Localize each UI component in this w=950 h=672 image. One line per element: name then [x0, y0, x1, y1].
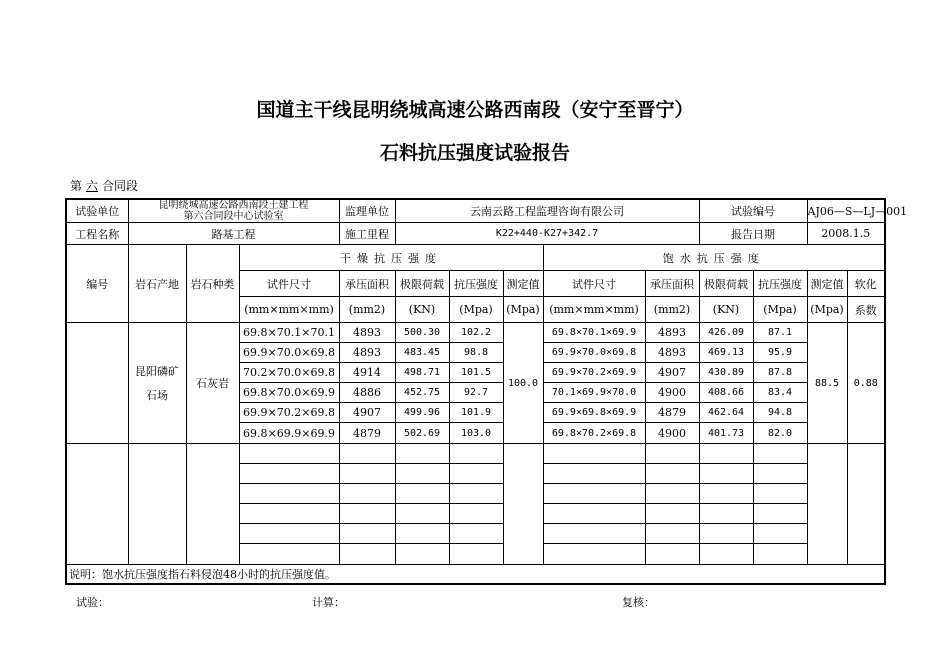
sat-measured-cell: 88.5 [807, 323, 847, 444]
empty-cell [807, 444, 847, 565]
empty-cell [239, 444, 339, 464]
sat-load-cell: 469.13 [699, 343, 753, 363]
dry-load-cell: 498.71 [395, 363, 449, 383]
empty-cell [503, 444, 543, 565]
empty-cell [239, 544, 339, 565]
empty-cell [753, 444, 807, 464]
empty-row [66, 444, 885, 464]
empty-cell [449, 464, 503, 484]
dry-strength-cell: 92.7 [449, 383, 503, 403]
empty-cell [753, 464, 807, 484]
empty-cell [186, 444, 239, 565]
sat-strength-cell: 95.9 [753, 343, 807, 363]
report-subtitle: 石料抗压强度试验报告 [379, 142, 570, 164]
empty-cell [339, 504, 395, 524]
dry-size-cell: 69.9×70.2×69.8 [239, 403, 339, 423]
empty-cell [645, 544, 699, 565]
empty-cell [645, 504, 699, 524]
note-text: 说明：饱水抗压强度指石料侵泡48小时的抗压强度值。 [66, 565, 885, 584]
sat-area-cell: 4893 [645, 343, 699, 363]
sat-measured-header: 测定值 [807, 271, 847, 297]
sat-area-cell: 4893 [645, 323, 699, 343]
group-header-row [66, 245, 885, 271]
project-value: 路基工程 [128, 223, 339, 245]
dry-size-cell: 70.2×70.0×69.8 [239, 363, 339, 383]
empty-cell [239, 464, 339, 484]
empty-cell [699, 484, 753, 504]
sat-size-header: 试件尺寸 [543, 271, 645, 297]
dry-load-cell: 483.45 [395, 343, 449, 363]
info-row-2 [66, 223, 885, 245]
dry-load-cell: 452.75 [395, 383, 449, 403]
unit-label: 试验单位 [66, 199, 128, 223]
tester-label: 试验： [76, 596, 109, 609]
origin-header: 岩石产地 [128, 245, 186, 323]
sat-strength-unit: (Mpa) [753, 297, 807, 323]
report-date-value: 2008.1.5 [807, 223, 885, 245]
empty-cell [449, 504, 503, 524]
dry-area-header: 承压面积 [339, 271, 395, 297]
empty-cell [239, 484, 339, 504]
dry-measured-cell: 100.0 [503, 323, 543, 444]
dry-size-cell: 69.8×70.1×70.1 [239, 323, 339, 343]
empty-cell [753, 524, 807, 544]
empty-cell [645, 444, 699, 464]
sat-area-cell: 4900 [645, 423, 699, 444]
test-no-value: AJ06—S—LJ—001 [807, 199, 885, 223]
contract-section [70, 177, 138, 194]
sat-strength-cell: 87.1 [753, 323, 807, 343]
dry-load-unit: (KN) [395, 297, 449, 323]
sat-area-unit: (mm2) [645, 297, 699, 323]
sat-load-cell: 408.66 [699, 383, 753, 403]
sat-size-cell: 69.9×70.0×69.8 [543, 343, 645, 363]
empty-cell [66, 444, 128, 565]
dry-measured-unit: (Mpa) [503, 297, 543, 323]
empty-cell [753, 544, 807, 565]
sat-area-header: 承压面积 [645, 271, 699, 297]
sat-strength-header: 抗压强度 [753, 271, 807, 297]
dry-area-cell: 4886 [339, 383, 395, 403]
empty-cell [699, 444, 753, 464]
dry-strength-cell: 102.2 [449, 323, 503, 343]
info-row-1 [66, 199, 885, 223]
sat-strength-cell: 82.0 [753, 423, 807, 444]
empty-cell [543, 504, 645, 524]
empty-cell [645, 484, 699, 504]
empty-cell [339, 544, 395, 565]
sat-size-unit: (mm×mm×mm) [543, 297, 645, 323]
origin-line-1: 昆阳磷矿 [135, 365, 179, 378]
dry-strength-cell: 101.9 [449, 403, 503, 423]
empty-cell [543, 484, 645, 504]
dry-area-cell: 4893 [339, 343, 395, 363]
empty-cell [543, 444, 645, 464]
empty-cell [339, 524, 395, 544]
sat-size-cell: 69.8×70.1×69.9 [543, 323, 645, 343]
table-row [66, 323, 885, 343]
dry-area-cell: 4879 [339, 423, 395, 444]
mileage-label: 施工里程 [339, 223, 395, 245]
softening-header-2: 系数 [847, 297, 885, 323]
dry-measured-header: 测定值 [503, 271, 543, 297]
dry-load-header: 极限荷载 [395, 271, 449, 297]
empty-cell [449, 544, 503, 565]
reviewer-label: 复核： [622, 596, 655, 609]
dry-strength-cell: 98.8 [449, 343, 503, 363]
empty-cell [449, 484, 503, 504]
empty-cell [847, 444, 885, 565]
section-suffix: 合同段 [102, 179, 139, 193]
sat-load-unit: (KN) [699, 297, 753, 323]
sat-load-cell: 430.89 [699, 363, 753, 383]
test-no-label: 试验编号 [699, 199, 807, 223]
empty-cell [753, 504, 807, 524]
dry-size-cell: 69.8×69.9×69.9 [239, 423, 339, 444]
empty-cell [339, 484, 395, 504]
sat-load-cell: 401.73 [699, 423, 753, 444]
sat-load-header: 极限荷载 [699, 271, 753, 297]
empty-cell [699, 504, 753, 524]
empty-cell [395, 444, 449, 464]
dry-size-header: 试件尺寸 [239, 271, 339, 297]
sat-size-cell: 69.8×70.2×69.8 [543, 423, 645, 444]
origin-cell [128, 323, 186, 444]
empty-cell [753, 484, 807, 504]
empty-cell [239, 524, 339, 544]
sample-number-cell [66, 323, 128, 444]
empty-cell [395, 524, 449, 544]
dry-area-cell: 4914 [339, 363, 395, 383]
report-date-label: 报告日期 [699, 223, 807, 245]
dry-size-cell: 69.8×70.0×69.9 [239, 383, 339, 403]
dry-area-unit: (mm2) [339, 297, 395, 323]
empty-cell [543, 524, 645, 544]
empty-cell [449, 524, 503, 544]
sat-strength-cell: 94.8 [753, 403, 807, 423]
sat-area-cell: 4900 [645, 383, 699, 403]
empty-cell [395, 544, 449, 565]
sat-size-cell: 69.9×70.2×69.9 [543, 363, 645, 383]
unit-value [128, 199, 339, 223]
section-prefix: 第 [70, 179, 83, 193]
sat-group-header: 饱水抗压强度 [543, 245, 885, 271]
empty-cell [699, 524, 753, 544]
empty-cell [699, 464, 753, 484]
empty-cell [645, 524, 699, 544]
rock-type-header: 岩石种类 [186, 245, 239, 323]
sat-measured-unit: (Mpa) [807, 297, 847, 323]
dry-strength-cell: 103.0 [449, 423, 503, 444]
unit-line-1: 昆明绕城高速公路西南段土建工程 [158, 200, 309, 211]
dry-load-cell: 502.69 [395, 423, 449, 444]
project-label: 工程名称 [66, 223, 128, 245]
supervisor-value: 云南云路工程监理咨询有限公司 [395, 199, 699, 223]
empty-cell [543, 544, 645, 565]
sat-load-cell: 426.09 [699, 323, 753, 343]
empty-cell [339, 444, 395, 464]
sat-strength-cell: 83.4 [753, 383, 807, 403]
sat-area-cell: 4879 [645, 403, 699, 423]
softening-header-1: 软化 [847, 271, 885, 297]
origin-line-2: 石场 [146, 389, 168, 402]
empty-cell [699, 544, 753, 565]
report-table [65, 198, 908, 585]
report-title: 国道主干线昆明绕城高速公路西南段（安宁至晋宁） [256, 99, 694, 121]
dry-strength-unit: (Mpa) [449, 297, 503, 323]
empty-cell [395, 484, 449, 504]
number-header: 编号 [66, 245, 128, 323]
sat-load-cell: 462.64 [699, 403, 753, 423]
empty-cell [543, 464, 645, 484]
sat-strength-cell: 87.8 [753, 363, 807, 383]
empty-cell [395, 464, 449, 484]
empty-cell [645, 464, 699, 484]
dry-area-cell: 4893 [339, 323, 395, 343]
section-number: 六 [86, 179, 99, 193]
unit-line-2: 第六合同段中心试验室 [183, 211, 284, 222]
empty-cell [339, 464, 395, 484]
sat-size-cell: 70.1×69.9×70.0 [543, 383, 645, 403]
calculator-label: 计算： [312, 596, 345, 609]
empty-cell [395, 504, 449, 524]
empty-cell [128, 444, 186, 565]
dry-group-header: 干燥抗压强度 [239, 245, 543, 271]
dry-load-cell: 500.30 [395, 323, 449, 343]
note-row [66, 565, 885, 584]
sat-area-cell: 4907 [645, 363, 699, 383]
dry-strength-header: 抗压强度 [449, 271, 503, 297]
dry-size-unit: (mm×mm×mm) [239, 297, 339, 323]
rock-type-cell: 石灰岩 [186, 323, 239, 444]
empty-cell [239, 504, 339, 524]
dry-load-cell: 499.96 [395, 403, 449, 423]
mileage-value: K22+440-K27+342.7 [395, 223, 699, 245]
dry-size-cell: 69.9×70.0×69.8 [239, 343, 339, 363]
sat-size-cell: 69.9×69.8×69.9 [543, 403, 645, 423]
dry-area-cell: 4907 [339, 403, 395, 423]
dry-strength-cell: 101.5 [449, 363, 503, 383]
softening-cell: 0.88 [847, 323, 885, 444]
supervisor-label: 监理单位 [339, 199, 395, 223]
empty-cell [449, 444, 503, 464]
